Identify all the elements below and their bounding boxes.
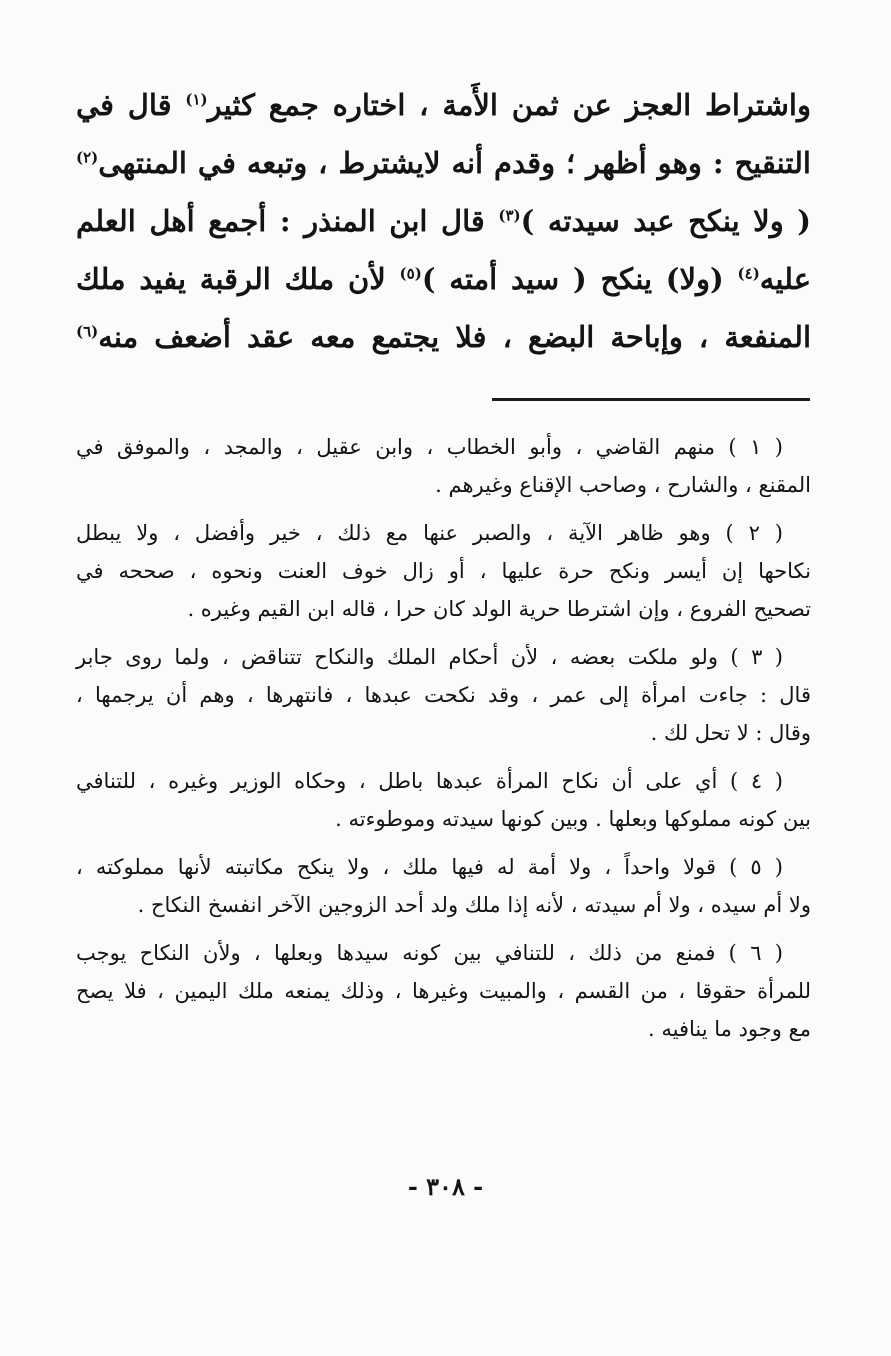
footnote-line: قال : جاءت امرأة إلى عمر ، وقد نكحت عبدها ، فانتهرها ، وهم أن يرجمها ، bbox=[76, 683, 811, 707]
main-text-segment: المنفعة ، وإباحة البضع ، فلا يجتمع معه عقد أضعف منه bbox=[98, 320, 811, 354]
footnote-line: ( ٥ ) قولا واحداً ، ولا أمة له فيها ملك ، ولا ينكح مكاتبته لأنها مملوكته ، bbox=[76, 855, 783, 879]
footnote-4 bbox=[76, 762, 811, 838]
main-text-segment: (ولا) ينكح ( سيد أمته ) bbox=[421, 262, 738, 296]
footnote-line: ( ٢ ) وهو ظاهر الآية ، والصبر عنها مع ذلك ، خير وأفضل ، ولا يبطل bbox=[76, 521, 784, 545]
footnote-ref: (٤) bbox=[737, 264, 760, 283]
main-text bbox=[76, 76, 811, 366]
footnote-line: بين كونه مملوكها وبعلها . وبين كونها سيدته وموطوءته . bbox=[335, 807, 811, 831]
footnote-line: ( ٦ ) فمنع من ذلك ، للتنافي بين كونه سيدها وبعلها ، ولأن النكاح يوجب bbox=[76, 941, 783, 965]
footnote-line: ( ١ ) منهم القاضي ، وأبو الخطاب ، وابن عقيل ، والمجد ، والموفق في bbox=[76, 435, 783, 459]
footnote-divider bbox=[492, 398, 810, 401]
footnotes bbox=[76, 428, 811, 1058]
footnote-ref: (٣) bbox=[498, 206, 521, 225]
main-text-segment: عليه bbox=[759, 262, 811, 296]
main-line bbox=[76, 192, 811, 250]
footnote-line: للمرأة حقوقا ، من القسم ، والمبيت وغيرها ، وذلك يمنعه ملك اليمين ، فلا يصح bbox=[76, 979, 811, 1003]
footnote-ref: (٥) bbox=[399, 264, 422, 283]
footnote-line: نكاحها إن أيسر ونكح حرة عليها ، أو زال خوف العنت ونحوه ، صححه في bbox=[76, 559, 811, 583]
footnote-ref: (٦) bbox=[76, 322, 99, 341]
footnote-line: ( ٣ ) ولو ملكت بعضه ، لأن أحكام الملك والنكاح تتناقض ، ولما روى جابر bbox=[76, 645, 784, 669]
main-text-segment: قال ابن المنذر : أجمع أهل العلم bbox=[76, 204, 499, 238]
footnote-5 bbox=[76, 848, 811, 924]
footnote-ref: (١) bbox=[185, 90, 208, 109]
footnote-1 bbox=[76, 428, 811, 504]
main-text-segment: واشتراط العجز عن ثمن الأَمة ، اختاره جمع كثير bbox=[207, 88, 811, 122]
footnote-line: تصحيح الفروع ، وإن اشترطا حرية الولد كان حرا ، قاله ابن القيم وغيره . bbox=[187, 597, 811, 621]
footnote-line: ولا أم سيده ، ولا أم سيدته ، لأنه إذا ملك ولد أحد الزوجين الآخر انفسخ النكاح . bbox=[137, 893, 811, 917]
footnote-2 bbox=[76, 514, 811, 628]
main-line bbox=[76, 76, 811, 134]
main-text-segment: التنقيح : وهو أظهر ؛ وقدم أنه لايشترط ، وتبعه في المنتهى bbox=[98, 146, 811, 180]
page-number: - ٣٠٨ - bbox=[407, 1172, 484, 1201]
footnote-ref: (٢) bbox=[76, 148, 99, 167]
main-line bbox=[76, 308, 811, 366]
main-text-segment: قال في bbox=[76, 88, 186, 122]
main-text-segment: ( ولا ينكح عبد سيدته ) bbox=[520, 204, 811, 238]
footnote-line: ( ٤ ) أي على أن نكاح المرأة عبدها باطل ، وحكاه الوزير وغيره ، للتنافي bbox=[76, 769, 783, 793]
footnote-line: وقال : لا تحل لك . bbox=[650, 721, 811, 745]
footnote-3 bbox=[76, 638, 811, 752]
footnote-6 bbox=[76, 934, 811, 1048]
main-line bbox=[76, 250, 811, 308]
main-text-segment: لأن ملك الرقبة يفيد ملك bbox=[76, 262, 400, 296]
footnote-line: المقنع ، والشارح ، وصاحب الإقناع وغيرهم . bbox=[435, 473, 811, 497]
main-line bbox=[76, 134, 811, 192]
footnote-line: مع وجود ما ينافيه . bbox=[648, 1017, 811, 1041]
